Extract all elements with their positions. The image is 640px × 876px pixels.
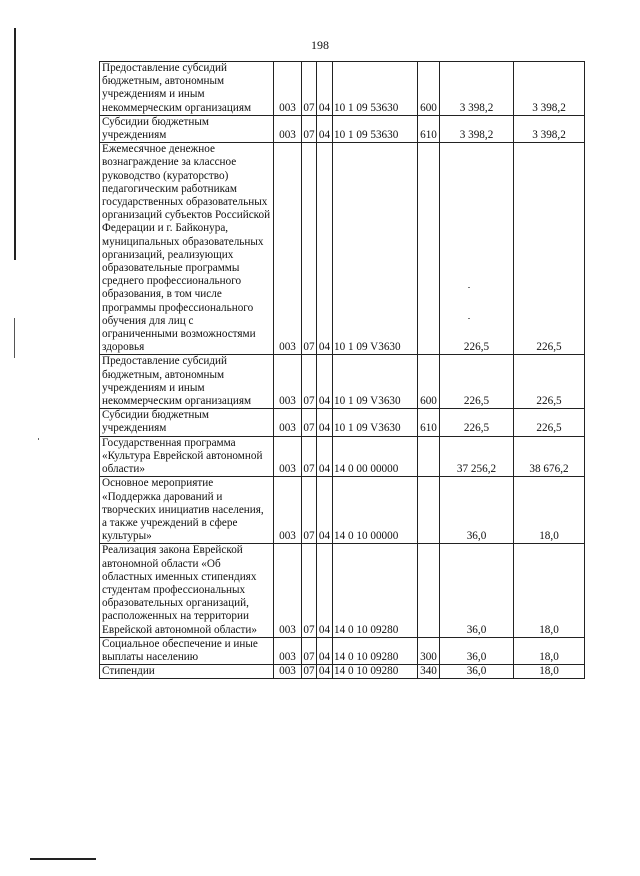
scan-speck — [468, 287, 470, 288]
expense-type-code — [418, 544, 440, 637]
table-row — [100, 665, 585, 679]
target-article-code: 14 0 00 00000 — [333, 436, 418, 477]
amount-year-1: 37 256,2 — [440, 436, 514, 477]
ministry-code: 003 — [274, 637, 302, 664]
ministry-code: 003 — [274, 355, 302, 409]
section-code: 07 — [302, 544, 317, 637]
subsection-code: 04 — [317, 436, 333, 477]
subsection-code: 04 — [317, 143, 333, 355]
section-code: 07 — [302, 477, 317, 544]
expense-type-code: 600 — [418, 62, 440, 116]
subsection-code: 04 — [317, 477, 333, 544]
scan-mark — [38, 438, 39, 440]
expense-type-code: 610 — [418, 115, 440, 142]
row-name: Предоставление субсидий бюджетным, автономным учреждениям и иным некоммерческим организациям — [100, 62, 274, 116]
amount-year-2: 3 398,2 — [514, 62, 585, 116]
row-name: Предоставление субсидий бюджетным, автономным учреждениям и иным некоммерческим организациям — [100, 355, 274, 409]
section-code: 07 — [303, 665, 315, 678]
subsection-code: 04 — [317, 665, 333, 679]
subsection-code: 04 — [317, 637, 333, 664]
target-article-code: 10 1 09 53630 — [333, 62, 418, 116]
target-article-code: 14 0 10 09280 — [333, 665, 418, 679]
scan-speck — [468, 318, 470, 319]
table-row — [100, 477, 585, 544]
section-code: 07 — [302, 115, 317, 142]
table-row — [100, 143, 585, 355]
section-code: 07 — [302, 637, 317, 664]
section-code: 07 — [302, 409, 317, 436]
row-name: Государственная программа «Культура Еврейской автономной области» — [100, 436, 274, 477]
table-row — [100, 409, 585, 436]
amount-year-2: 18,0 — [514, 665, 585, 679]
amount-year-2: 18,0 — [514, 477, 585, 544]
scan-margin-line — [14, 318, 15, 358]
amount-year-1: 36,0 — [440, 544, 514, 637]
ministry-code: 003 — [274, 143, 302, 355]
target-article-code: 10 1 09 53630 — [333, 115, 418, 142]
amount-year-2: 226,5 — [514, 355, 585, 409]
target-article-code: 14 0 10 09280 — [333, 637, 418, 664]
amount-year-1: 226,5 — [440, 355, 514, 409]
table-row — [100, 544, 585, 637]
ministry-code: 003 — [274, 665, 302, 679]
ministry-code: 003 — [274, 115, 302, 142]
section-code: 07 — [302, 62, 317, 116]
row-name: Субсидии бюджетным учреждениям — [100, 115, 274, 142]
amount-year-2: 226,5 — [514, 409, 585, 436]
expense-type-code: 610 — [418, 409, 440, 436]
target-article-code: 10 1 09 V3630 — [333, 143, 418, 355]
row-name: Реализация закона Еврейской автономной области «Об областных именных стипендиях студентам профессиональных образовательных организаций, расположенных на территории Еврейской автономной области» — [100, 544, 274, 637]
amount-year-1: 36,0 — [440, 637, 514, 664]
row-name: Субсидии бюджетным учреждениям — [100, 409, 274, 436]
table-row — [100, 436, 585, 477]
budget-table — [99, 61, 585, 679]
amount-year-1: 3 398,2 — [440, 62, 514, 116]
expense-type-code: 600 — [418, 355, 440, 409]
amount-year-2: 226,5 — [514, 143, 585, 355]
amount-year-2: 3 398,2 — [514, 115, 585, 142]
section-code: 07 — [302, 143, 317, 355]
amount-year-1: 226,5 — [440, 143, 514, 355]
table-row — [100, 355, 585, 409]
ministry-code: 003 — [274, 477, 302, 544]
ministry-code: 003 — [274, 436, 302, 477]
amount-year-1: 36,0 — [440, 665, 514, 679]
subsection-code: 04 — [317, 115, 333, 142]
row-name: Основное мероприятие «Поддержка дарований и творческих инициатив населения, а также учреждений в сфере культуры» — [100, 477, 274, 544]
ministry-code: 003 — [274, 62, 302, 116]
subsection-code: 04 — [317, 62, 333, 116]
expense-type-code — [418, 477, 440, 544]
subsection-code: 04 — [317, 355, 333, 409]
ministry-code: 003 — [274, 544, 302, 637]
target-article-code: 10 1 09 V3630 — [333, 355, 418, 409]
amount-year-2: 38 676,2 — [514, 436, 585, 477]
row-name: Социальное обеспечение и иные выплаты населению — [100, 637, 274, 664]
expense-type-code: 300 — [418, 637, 440, 664]
expense-type-code: 340 — [418, 665, 440, 679]
expense-type-code — [418, 143, 440, 355]
target-article-code: 10 1 09 V3630 — [333, 409, 418, 436]
amount-year-2: 18,0 — [514, 544, 585, 637]
subsection-code: 04 — [317, 544, 333, 637]
target-article-code: 14 0 10 00000 — [333, 477, 418, 544]
section-code: 07 — [302, 436, 317, 477]
subsection-code: 04 — [317, 409, 333, 436]
footnote-rule — [30, 858, 96, 860]
row-name: Ежемесячное денежное вознаграждение за классное руководство (кураторство) педагогическим работникам государственных образовательных организаций субъектов Российской Федерации и г. Байконура, муниципальных образовательных организаций, реализующих образовательные программы среднего профессионального образования, в том числе программы профессионального обучения для лиц с ограниченными возможностями здоровья — [100, 143, 274, 355]
section-code: 07 — [302, 355, 317, 409]
table-row — [100, 62, 585, 116]
amount-year-1: 36,0 — [440, 477, 514, 544]
scan-margin-line — [14, 28, 16, 260]
target-article-code: 14 0 10 09280 — [333, 544, 418, 637]
amount-year-2: 18,0 — [514, 637, 585, 664]
ministry-code: 003 — [274, 409, 302, 436]
amount-year-1: 3 398,2 — [440, 115, 514, 142]
table-row — [100, 637, 585, 664]
table-row — [100, 115, 585, 142]
expense-type-code — [418, 436, 440, 477]
row-name: Стипендии — [100, 665, 274, 679]
page-number: 198 — [311, 38, 329, 52]
amount-year-1: 226,5 — [440, 409, 514, 436]
